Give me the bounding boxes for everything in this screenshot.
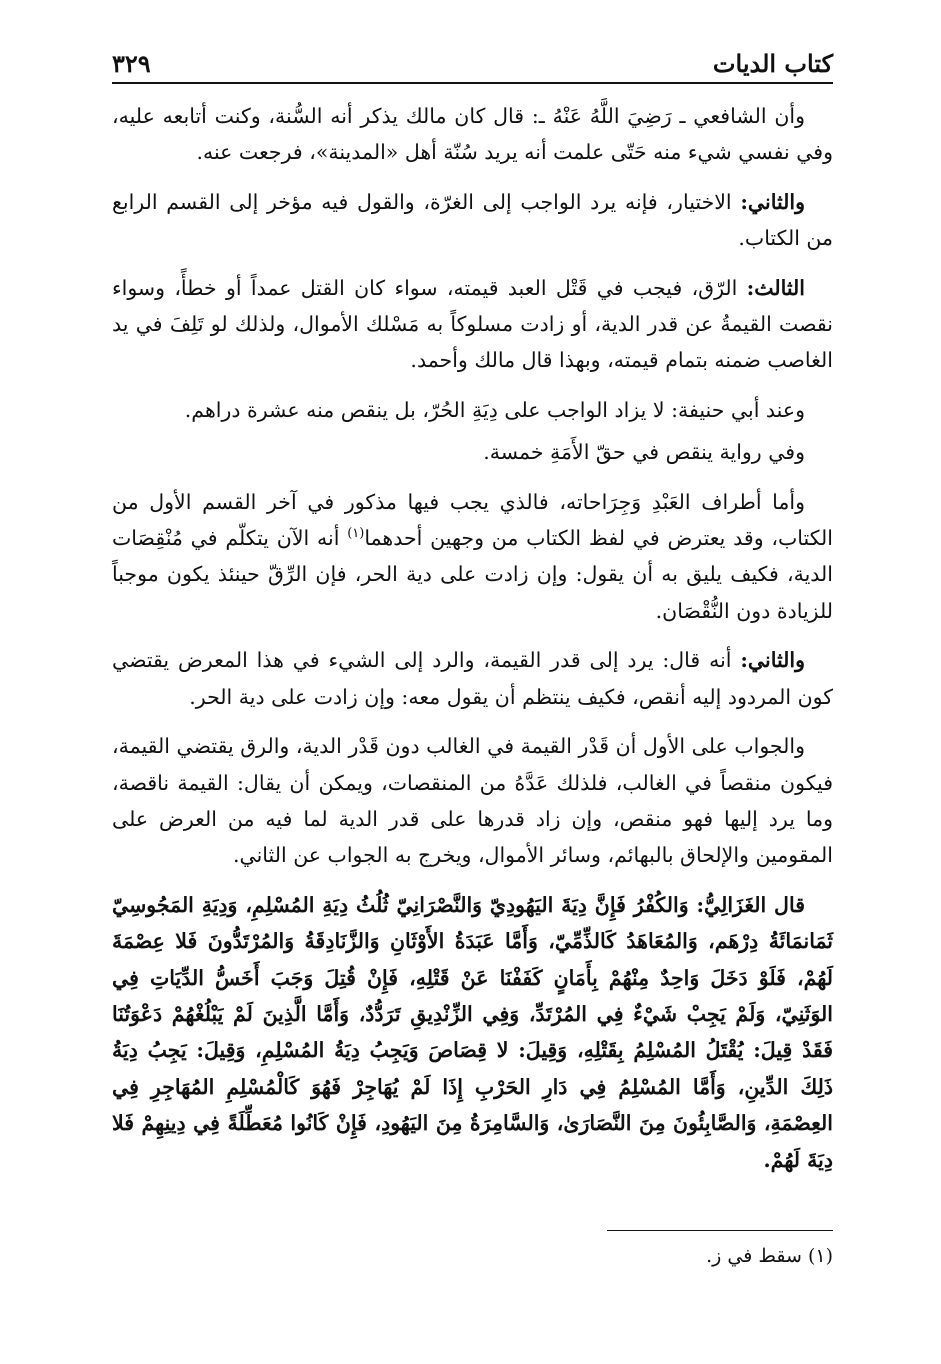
chapter-title: كتاب الديات bbox=[712, 49, 833, 78]
paragraph bbox=[112, 392, 833, 428]
paragraph bbox=[112, 642, 833, 715]
paragraph-text: وأما أطراف العَبْدِ وَجِرَاحاته، فالذي يجب فيها مذكور في آخر القسم الأول من الكتاب، وقد يعترض في لفظ الكتاب من وجهين أحدهما bbox=[112, 489, 833, 551]
footnote-marker: (١) bbox=[807, 1244, 833, 1267]
paragraph-text: وأن الشافعي ـ رَضِيَ اللَّهُ عَنْهُ ـ: قال كان مالك يذكر أنه السُّنة، وكنت أتابعه عليه، وفي نفسي شيء منه حَتّى علمت أنه يريد سُنّة أهل «المدينة»، فرجعت عنه. bbox=[112, 104, 833, 165]
paragraph bbox=[112, 728, 833, 874]
footnote-reference[interactable]: (١) bbox=[347, 526, 365, 542]
running-header bbox=[112, 38, 833, 84]
paragraph-text: أنه الآن يتكلّم في مُنْقِصَات الدية، فكيف يليق به أن يقول: وإن زادت على دية الحر، فإن الرِّقّ حينئذ يكون موجباً للزيادة دون النُّقْصَان. bbox=[112, 526, 833, 623]
paragraph-text: وَالكُفْرُ فَإِنَّ دِيَةَ اليَهُودِيّ وَالنَّصْرَانِيّ ثُلُثُ دِيَةِ المُسْلِمِ، وَدِيَةِ المَجُوسِيّ ثَمَانمَائَةُ دِرْهَم، وَالمُعَاهَدُ كَالذِّمِّيّ، وَأَمَّا عَبَدَةُ الأَوْثَانِ وَالزَّنَادِقَةُ وَالمُرْتَدُّونَ فَلا عِصْمَةَ لَهُمْ، فَلَوْ دَخَلَ وَاحِدٌ مِنْهُمْ بِأَمَانٍ كَفَفْنَا عَنْ قَتْلِهِ، فَإِنْ قُتِلَ وَجَبَ أَخَسُّ الدِّيَاتِ فِي الوَثَنِيّ، وَلَمْ يَجِبْ شَيْءٌ فِي المُرْتَدِّ، وَفِي الزِّنْدِيقِ تَرَدُّدٌ، وَأَمَّا الَّذِينَ لَمْ يَبْلُغْهُمْ دَعْوَتُنَا فَقَدْ قِيلَ: يُقْتَلُ المُسْلِمُ بِقَتْلِهِ، وَقِيلَ: لا قِصَاصَ وَيَجِبُ دِيَةُ المُسْلِمِ، وَقِيلَ: يَجِبُ دِيَةُ ذَلِكَ الدِّينِ، وَأَمَّا المُسْلِمُ فِي دَارِ الحَرْبِ إِذَا لَمْ يُهَاجِرْ فَهُوَ كَالْمُسْلِمِ المُهَاجِرِ فِي العِصْمَةِ، وَالصَّابِئُونَ مِنَ النَّصَارَىٰ، وَالسَّامِرَةُ مِنَ اليَهُودِ، فَإِنْ كَانُوا مُعَطِّلَةً فِي دِينِهِمْ فَلا دِيَةَ لَهُمْ. bbox=[112, 892, 833, 1172]
paragraph-text: أنه قال: يرد إلى قدر القيمة، والرد إلى الشيء في هذا المعرض يقتضي كون المردود إليه أنقص، فكيف ينتظم أن يقول معه: وإن زادت على دية الحر. bbox=[112, 648, 833, 709]
paragraph-lead: والثاني: bbox=[740, 189, 805, 214]
page-number: ٣٢٩ bbox=[112, 49, 151, 78]
paragraph-text: وفي رواية ينقص في حقّ الأَمَةِ خمسة. bbox=[483, 440, 805, 465]
footnote-divider bbox=[607, 1230, 833, 1231]
page-body bbox=[112, 98, 833, 1178]
paragraph bbox=[112, 270, 833, 379]
paragraph-text: وعند أبي حنيفة: لا يزاد الواجب على دِيَةِ الحُرّ، بل ينقص منه عشرة دراهم. bbox=[184, 397, 805, 422]
paragraph-lead: الثالث: bbox=[746, 275, 805, 300]
paragraph-text: والجواب على الأول أن قَدْر القيمة في الغالب دون قَدْر الدية، والرق يقتضي القيمة، فيكون منقصاً في الغالب، فلذلك عَدَّهُ من المنقصات، ويمكن أن يقال: القيمة ناقصة، وما يرد إليها فهو منقص، وإن زاد قدرها على قدر الدية لما فيه من العرض على المقومين والإلحاق بالبهائم، وسائر الأموال، ويخرج به الجواب عن الثاني. bbox=[112, 734, 833, 868]
paragraph-lead: قال الغَزَالِيُّ: bbox=[696, 892, 805, 917]
footnote-text: سقط في ز. bbox=[706, 1244, 802, 1267]
paragraph bbox=[112, 184, 833, 257]
footnote bbox=[112, 1245, 833, 1267]
paragraph-text: الاختيار، فإنه يرد الواجب إلى الغرّة، والقول فيه مؤخر إلى القسم الرابع من الكتاب. bbox=[112, 189, 833, 251]
paragraph-lead: والثاني: bbox=[740, 648, 805, 673]
paragraph bbox=[112, 484, 833, 630]
quoted-text-paragraph bbox=[112, 887, 833, 1178]
paragraph bbox=[112, 98, 833, 171]
paragraph bbox=[112, 434, 833, 470]
paragraph-text: الرّق، فيجب في قَتْل العبد قيمته، سواء كان القتل عمداً أو خطأً، وسواء نقصت القيمةُ عن قدر الدية، أو زادت مسلوكاً به مَسْلك الأموال، ولذلك لو تَلِفَ في يد الغاصب ضمنه بتمام قيمته، وبهذا قال مالك وأحمد. bbox=[112, 275, 833, 373]
